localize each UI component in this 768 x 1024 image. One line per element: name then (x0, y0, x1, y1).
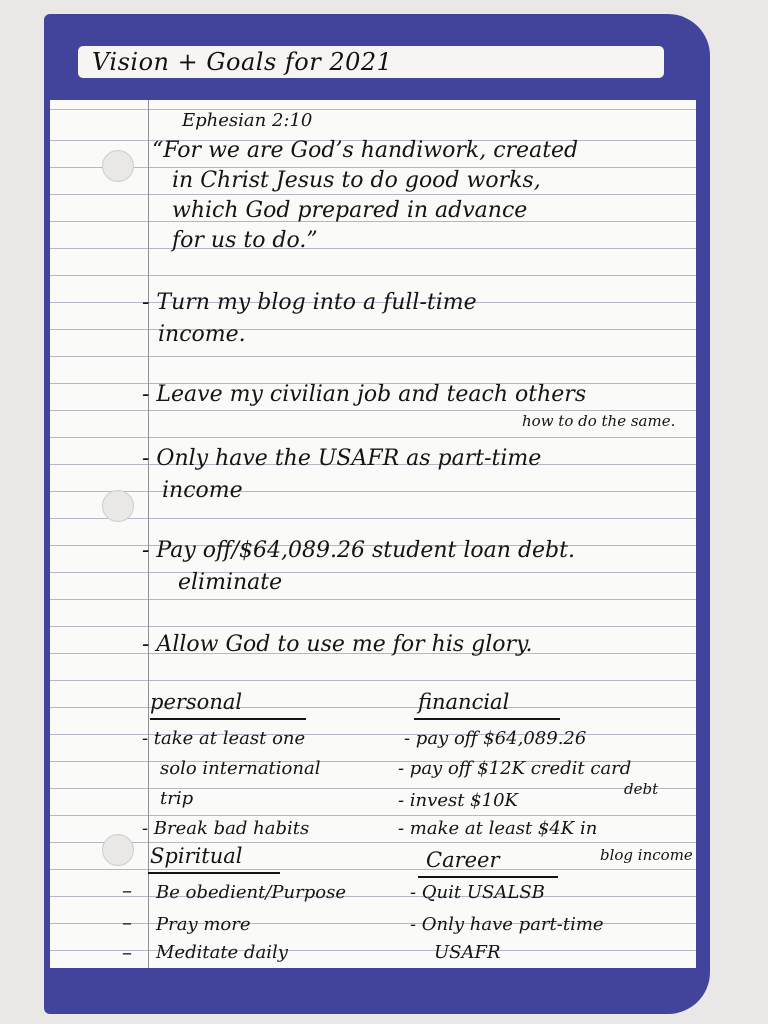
section-heading-career: Career (426, 848, 500, 872)
spiritual-item: Pray more (156, 914, 251, 935)
personal-item: trip (160, 788, 194, 809)
goal-line: income (162, 478, 243, 503)
verse-reference: Ephesian 2:10 (182, 110, 313, 131)
goal-line: income. (158, 322, 246, 347)
spiritual-item: Be obedient/Purpose (156, 882, 346, 903)
binder-hole (102, 834, 134, 866)
bullet-dash: – (122, 910, 132, 934)
personal-item: solo international (160, 758, 321, 779)
verse-line: which God prepared in advance (172, 198, 528, 223)
financial-item: debt (624, 780, 659, 798)
heading-underline (418, 876, 558, 878)
financial-item: - invest $10K (398, 790, 518, 811)
goal-line: how to do the same. (522, 412, 676, 430)
goal-line: - Leave my civilian job and teach others (142, 382, 587, 407)
financial-item: - pay off $64,089.26 (404, 728, 587, 749)
verse-line: for us to do.” (172, 228, 318, 253)
heading-underline (148, 872, 280, 874)
bullet-dash: – (122, 940, 132, 964)
financial-item: - make at least $4K in (398, 818, 598, 839)
goal-line: - Only have the USAFR as part-time (142, 446, 542, 471)
heading-underline (150, 718, 306, 720)
section-heading-personal: personal (150, 690, 243, 714)
career-item: USAFR (434, 942, 501, 963)
section-heading-spiritual: Spiritual (150, 844, 243, 868)
financial-item: blog income (600, 846, 693, 864)
spiritual-item: Meditate daily (156, 942, 288, 963)
financial-item: - pay off $12K credit card (398, 758, 632, 779)
goal-line: - Turn my blog into a full-time (142, 290, 477, 315)
page-title: Vision + Goals for 2021 (92, 48, 393, 76)
bullet-dash: – (122, 878, 132, 902)
goal-line: - Allow God to use me for his glory. (142, 632, 533, 657)
goal-line: - Pay off/$64,089.26 student loan debt. (142, 538, 575, 563)
section-heading-financial: financial (418, 690, 510, 714)
binder-hole (102, 490, 134, 522)
verse-line: in Christ Jesus to do good works, (172, 168, 541, 193)
verse-line: “For we are God’s handiwork, created (152, 138, 579, 163)
binder-hole (102, 150, 134, 182)
personal-item: - Break bad habits (142, 818, 310, 839)
goal-line: eliminate (178, 570, 283, 595)
career-item: - Quit USALSB (410, 882, 545, 903)
career-item: - Only have part-time (410, 914, 604, 935)
personal-item: - take at least one (142, 728, 306, 749)
heading-underline (414, 718, 560, 720)
